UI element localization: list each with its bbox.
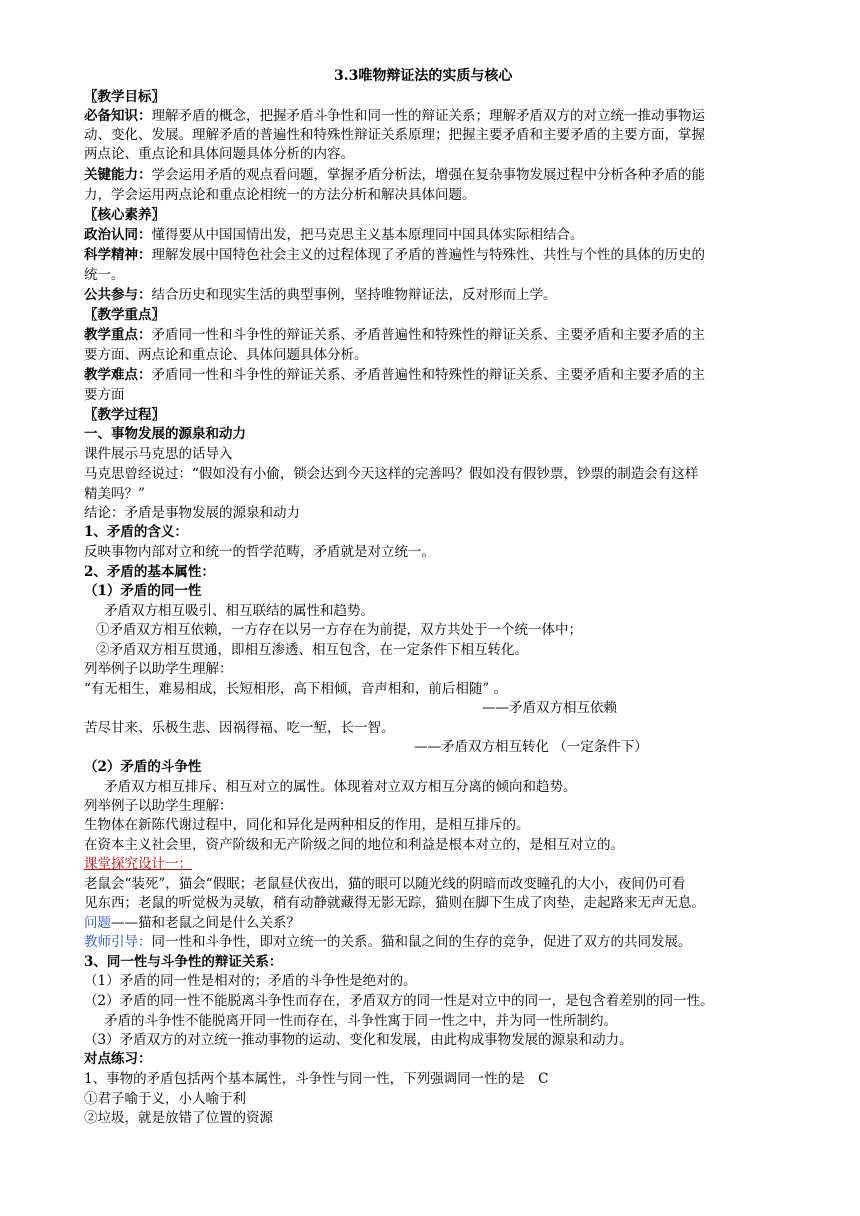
paragraph: 矛盾双方相互排斥、相互对立的属性。体现着对立双方相互分离的倾向和趋势。 <box>104 779 577 795</box>
paragraph: 课件展示马克思的话导入 <box>84 446 233 462</box>
teacher-guide-label: 教师引导： <box>84 934 152 950</box>
exercise-option: ①君子喻于义，小人喻于利 <box>84 1091 246 1107</box>
paragraph: 列举例子以助学生理解： <box>84 798 233 814</box>
heading-dialectical-relation: 3、同一性与斗争性的辩证关系： <box>84 954 283 970</box>
focus-line <box>84 326 784 345</box>
section-teaching-focus: 〖教学重点〗 <box>84 307 165 323</box>
public-label: 公共参与： <box>84 287 152 303</box>
knowledge-text: 理解矛盾的概念，把握矛盾斗争性和同一性的辩证关系；理解矛盾双方的对立统一推动事物运 <box>151 108 705 124</box>
public-text: 结合历史和现实生活的典型事例，坚持唯物辩证法，反对形而上学。 <box>151 287 557 303</box>
quote-line: “有无相生，难易相成，长短相形，高下相倾，音声相和，前后相随” 。 <box>84 681 508 697</box>
focus-text: 矛盾同一性和斗争性的辩证关系、矛盾普遍性和特殊性的辩证关系、主要矛盾和主要矛盾的主 <box>151 327 705 343</box>
heading-identity: （1）矛盾的同一性 <box>84 583 202 599</box>
paragraph: 列举例子以助学生理解： <box>84 661 233 677</box>
teacher-guide-text: 同一性和斗争性，即对立统一的关系。猫和鼠之间的生存的竞争，促进了双方的共同发展。 <box>151 934 692 950</box>
paragraph: 老鼠会“装死”，猫会“假眠；老鼠昼伏夜出，猫的眼可以随光线的阴暗而改变瞳孔的大小，夜间仍可看 <box>84 876 686 892</box>
ability-line-2: 力，学会运用两点论和重点论相统一的方法分析和解决具体问题。 <box>84 187 476 203</box>
ability-text: 学会运用矛盾的观点看问题，掌握矛盾分析法，增强在复杂事物发展过程中分析各种矛盾的能 <box>151 167 705 183</box>
difficulty-text: 矛盾同一性和斗争性的辩证关系、矛盾普遍性和特殊性的辩证关系、主要矛盾和主要矛盾的主 <box>151 367 705 383</box>
focus-line-2: 要方面、两点论和重点论、具体问题具体分析。 <box>84 347 368 363</box>
heading-struggle: （2）矛盾的斗争性 <box>84 759 202 775</box>
page-title: 3.3唯物辩证法的实质与核心 <box>334 68 513 84</box>
heading-contradiction-meaning: 1、矛盾的含义： <box>84 524 188 540</box>
science-line-2: 统一。 <box>84 267 125 283</box>
science-label: 科学精神： <box>84 247 152 263</box>
paragraph: 反映事物内部对立和统一的哲学范畴，矛盾就是对立统一。 <box>84 544 435 560</box>
paragraph: 在资本主义社会里，资产阶级和无产阶级之间的地位和利益是根本对立的，是相互对立的。 <box>84 837 624 853</box>
political-line <box>84 226 784 245</box>
focus-label: 教学重点： <box>84 327 152 343</box>
paragraph: 生物体在新陈代谢过程中，同化和异化是两种相反的作用，是相互排斥的。 <box>84 817 530 833</box>
section-teaching-goals: 〖教学目标〗 <box>84 89 165 105</box>
question-line <box>84 914 784 933</box>
paragraph: ①矛盾双方相互依赖，一方存在以另一方存在为前提，双方共处于一个统一体中； <box>96 622 582 638</box>
paragraph: 精美吗？” <box>84 486 145 502</box>
heading-practice: 对点练习： <box>84 1051 152 1067</box>
science-text: 理解发展中国特色社会主义的过程体现了矛盾的普遍性与特殊性、共性与个性的具体的历史的 <box>151 247 705 263</box>
ability-line <box>84 166 784 185</box>
political-label: 政治认同： <box>84 227 152 243</box>
question-label: 问题 <box>84 915 111 931</box>
knowledge-label: 必备知识： <box>84 108 152 124</box>
political-text: 懂得要从中国国情出发，把马克思主义基本原理同中国具体实际相结合。 <box>151 227 584 243</box>
paragraph: 结论：矛盾是事物发展的源泉和动力 <box>84 505 300 521</box>
paragraph: （2）矛盾的同一性不能脱离斗争性而存在，矛盾双方的同一性是对立中的同一，是包含着差别的同一性。 <box>84 993 714 1009</box>
difficulty-line <box>84 366 784 385</box>
quote-attribution: ——矛盾双方相互依赖 <box>482 700 617 716</box>
paragraph: （3）矛盾双方的对立统一推动事物的运动、变化和发展，由此构成事物发展的源泉和动力。 <box>84 1032 633 1048</box>
paragraph: 马克思曾经说过：“假如没有小偷，锁会达到今天这样的完善吗？假如没有假钞票，钞票的制造会有这样 <box>84 466 699 482</box>
difficulty-line-2: 要方面 <box>84 387 125 403</box>
knowledge-line <box>84 107 784 126</box>
quote-attribution: ——矛盾双方相互转化 （一定条件下） <box>414 739 648 755</box>
exercise-question: 1、事物的矛盾包括两个基本属性，斗争性与同一性，下列强调同一性的是 C <box>84 1071 549 1087</box>
ability-label: 关键能力： <box>84 167 152 183</box>
section-teaching-process: 〖教学过程〗 <box>84 407 165 423</box>
paragraph: 矛盾双方相互吸引、相互联结的属性和趋势。 <box>104 603 374 619</box>
public-line <box>84 286 784 305</box>
question-text: ——猫和老鼠之间是什么关系？ <box>111 915 300 931</box>
exercise-option: ②垃圾，就是放错了位置的资源 <box>84 1110 273 1126</box>
knowledge-line-3: 两点论、重点论和具体问题具体分析的内容。 <box>84 146 354 162</box>
paragraph: ②矛盾双方相互贯通，即相互渗透、相互包含，在一定条件下相互转化。 <box>96 642 528 658</box>
paragraph: 矛盾的斗争性不能脱离开同一性而存在，斗争性寓于同一性之中，并为同一性所制约。 <box>104 1013 617 1029</box>
heading-source-and-motive: 一、事物发展的源泉和动力 <box>84 426 246 442</box>
paragraph: （1）矛盾的同一性是相对的；矛盾的斗争性是绝对的。 <box>84 973 417 989</box>
teacher-guide-line <box>84 933 784 952</box>
difficulty-label: 教学难点： <box>84 367 152 383</box>
knowledge-line-2: 动、变化、发展。理解矛盾的普遍性和特殊性辩证关系原理；把握主要矛盾和主要矛盾的主要方面，掌握 <box>84 127 705 143</box>
inquiry-design-heading: 课堂探究设计一： <box>84 856 192 872</box>
section-core-literacy: 〖核心素养〗 <box>84 207 165 223</box>
science-line <box>84 246 784 265</box>
paragraph: 苦尽甘来、乐极生悲、因祸得福、吃一堑，长一智。 <box>84 720 395 736</box>
heading-basic-attributes: 2、矛盾的基本属性： <box>84 564 215 580</box>
paragraph: 见东西；老鼠的听觉极为灵敏，稍有动静就藏得无影无踪，猫则在脚下生成了肉垫，走起路来无声无息。 <box>84 895 705 911</box>
